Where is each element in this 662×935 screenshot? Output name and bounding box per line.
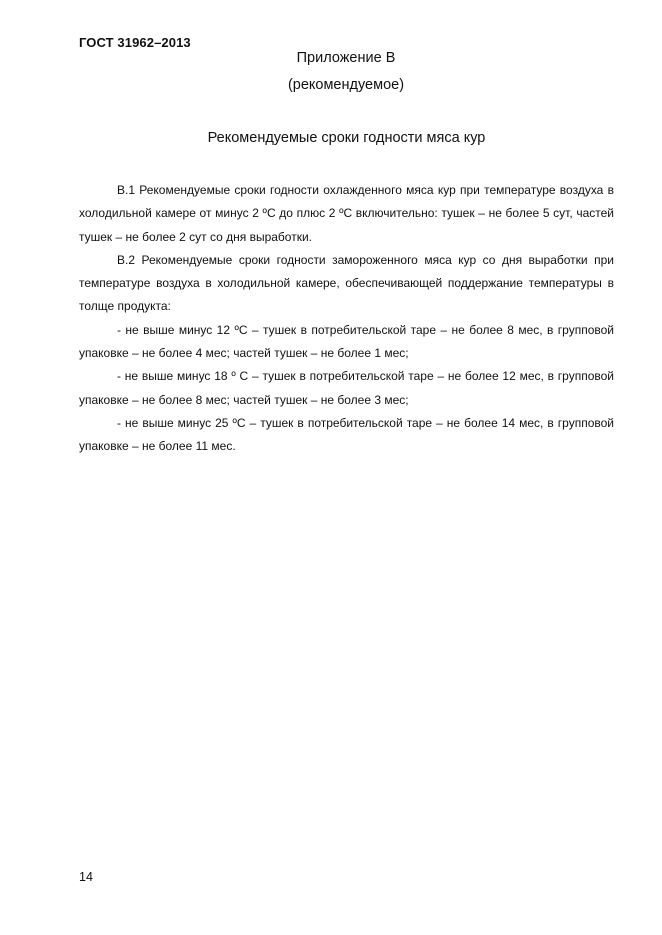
list-item-minus-25: - не выше минус 25 ºС – тушек в потребительской таре – не более 14 мес, в групповой упаковке – не более 11 мес. [79, 415, 614, 454]
paragraph-b2: В.2 Рекомендуемые сроки годности замороженного мяса кур со дня выработки при температуре воздуха в холодильной камере, обеспечивающей поддержание температуры в толще продукта: [79, 252, 614, 314]
section-title: Рекомендуемые сроки годности мяса кур [207, 130, 486, 146]
list-item-minus-12: - не выше минус 12 ºС – тушек в потребительской таре – не более 8 мес, в групповой упаковке – не более 4 мес; частей тушек – не более 1 мес; [79, 322, 614, 361]
annex-status: (рекомендуемое) [287, 77, 405, 93]
document-body [79, 179, 614, 459]
list-item-minus-18: - не выше минус 18 º С – тушек в потребительской таре – не более 12 мес, в групповой упаковке – не более 8 мес; частей тушек – не более 3 мес; [79, 369, 614, 407]
standard-code: ГОСТ 31962–2013 [79, 35, 191, 50]
page-number: 14 [79, 870, 93, 884]
paragraph-b1: В.1 Рекомендуемые сроки годности охлажденного мяса кур при температуре воздуха в холодильной камере от минус 2 ºС до плюс 2 ºС включительно: тушек – не более 5 сут, частей тушек – не более 2 сут со дня выработки. [79, 183, 614, 244]
annex-title: Приложение В [296, 50, 396, 66]
